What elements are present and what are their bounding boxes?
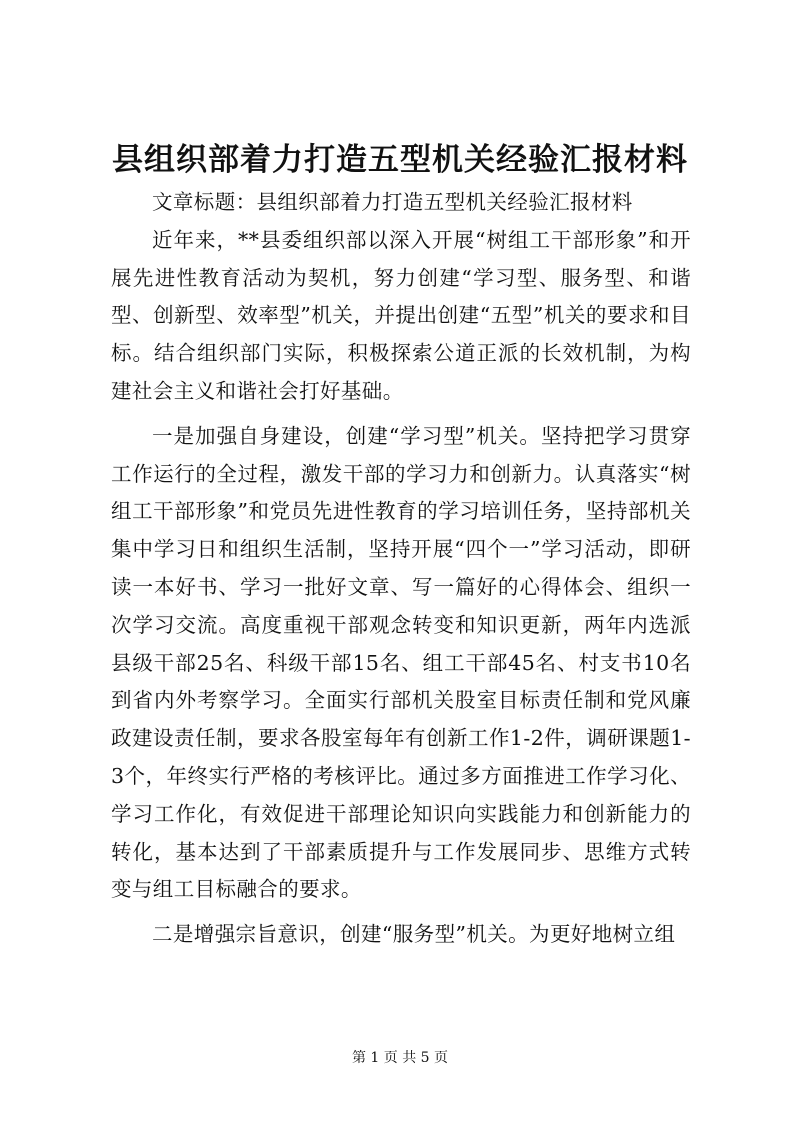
learning-organ-paragraph: 一是加强自身建设，创建“学习型”机关。坚持把学习贯穿工作运行的全过程，激发干部的学习力和创新力。认真落实“树组工干部形象”和党员先进性教育的学习培训任务，坚持部机关集中学习日和组织生活制，坚持开展“四个一”学习活动，即研读一本好书、学习一批好文章、写一篇好的心得体会、组织一次学习交流。高度重视干部观念转变和知识更新，两年内选派县级干部25名、科级干部15名、组工干部45名、村支书10名到省内外考察学习。全面实行部机关股室目标责任制和党风廉政建设责任制，要求各股室每年有创新工作1-2件，调研课题1-3个，年终实行严格的考核评比。通过多方面推进工作学习化、学习工作化，有效促进干部理论知识向实践能力和创新能力的转化，基本达到了干部素质提升与工作发展同步、思维方式转变与组工目标融合的要求。 [111,423,691,902]
page-number: 第 1 页 共 5 页 [351,1050,449,1066]
document-body [111,184,691,954]
document-title: 县组织部着力打造五型机关经验汇报材料 [112,142,688,178]
article-title-line: 文章标题：县组织部着力打造五型机关经验汇报材料 [152,190,633,214]
service-organ-paragraph: 二是增强宗旨意识，创建“服务型”机关。为更好地树立组 [152,922,676,947]
intro-paragraph: 近年来，**县委组织部以深入开展“树组工干部形象”和开展先进性教育活动为契机，努力创建“学习型、服务型、和谐型、创新型、效率型”机关，并提出创建“五型”机关的要求和目标。结合组织部门实际，积极探索公道正派的长效机制，为构建社会主义和谐社会打好基础。 [111,227,691,403]
